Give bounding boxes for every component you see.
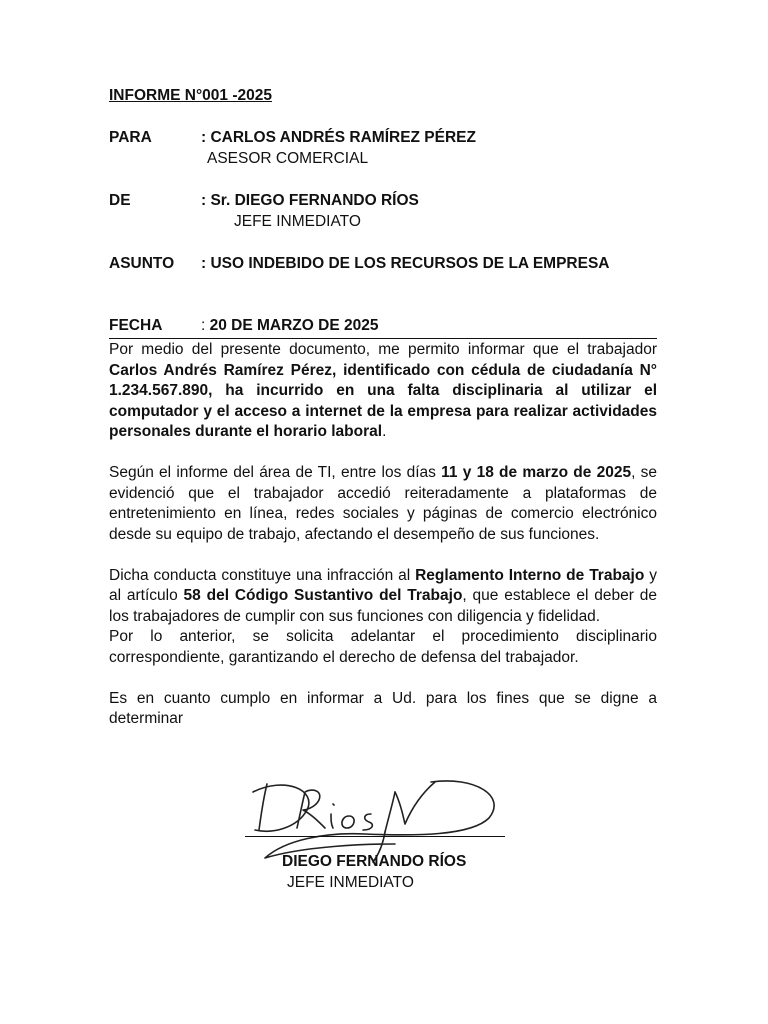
p2-bold: 11 y 18 de marzo de 2025	[441, 464, 632, 481]
report-body	[109, 340, 657, 730]
paragraph-1	[109, 340, 657, 443]
p2-end: , se evidenció que el trabajador accedió reiteradamente a plataformas de entretenimiento en línea, redes sociales y páginas de comercio electrónico desde su equipo de trabajo, afectando el desempeño de sus funciones.	[109, 464, 657, 543]
fecha-label: FECHA	[109, 317, 163, 334]
p3-bold-1: Reglamento Interno de Trabajo	[415, 566, 645, 584]
para-value: : CARLOS ANDRÉS RAMÍREZ PÉREZ	[201, 129, 476, 146]
p3-text: Dicha conducta constituye una infracción al	[109, 566, 416, 584]
p3-end: , que establece el deber de los trabajadores de cumplir con sus funciones con diligencia y fidelidad.	[109, 587, 657, 625]
para-label: PARA	[109, 129, 152, 146]
de-label: DE	[109, 192, 131, 209]
signer-name: DIEGO FERNANDO RÍOS	[282, 853, 467, 870]
paragraph-3	[109, 566, 657, 628]
asunto-value: : USO INDEBIDO DE LOS RECURSOS DE LA EMPRESA	[201, 255, 610, 272]
paragraph-2	[109, 463, 657, 545]
de-value: : Sr. DIEGO FERNANDO RÍOS	[201, 192, 419, 209]
header-divider	[109, 338, 657, 339]
para-role: ASESOR COMERCIAL	[207, 150, 369, 167]
p2-text: Según el informe del área de TI, entre los días	[109, 464, 442, 481]
p1-text: Por medio del presente documento, me permito informar que el trabajador	[109, 341, 657, 358]
paragraph-4: Por lo anterior, se solicita adelantar el procedimiento disciplinario correspondiente, garantizando el derecho de defensa del trabajador.	[109, 628, 657, 666]
signature-line	[245, 836, 505, 837]
report-title: INFORME N°001 -2025	[109, 87, 272, 104]
de-row	[109, 191, 419, 211]
asunto-row	[109, 254, 610, 274]
fecha-colon: :	[201, 317, 206, 334]
de-role: JEFE INMEDIATO	[234, 213, 361, 230]
fecha-value: 20 DE MARZO DE 2025	[205, 317, 379, 334]
p3-mid: y al artículo	[109, 566, 657, 604]
paragraph-5: Es en cuanto cumplo en informar a Ud. para los fines que se digne a determinar	[109, 689, 657, 727]
p1-bold: Carlos Andrés Ramírez Pérez, identificado con cédula de ciudadanía N° 1.234.567.890, ha incurrido en una falta disciplinaria al utilizar el computador y el acceso a internet de la empresa para realizar actividades personales durante el horario laboral	[109, 361, 657, 440]
p1-end: .	[382, 423, 387, 440]
para-row	[109, 128, 476, 148]
fecha-row	[109, 316, 378, 336]
signer-role: JEFE INMEDIATO	[287, 874, 414, 891]
asunto-label: ASUNTO	[109, 255, 175, 272]
p3-bold-2: 58 del Código Sustantivo del Trabajo	[183, 587, 463, 604]
